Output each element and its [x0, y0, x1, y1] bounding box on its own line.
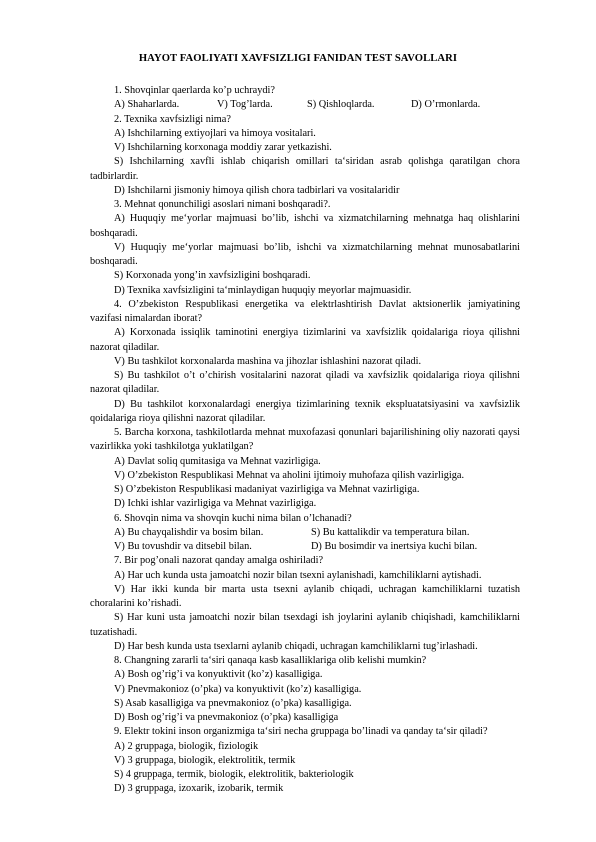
option-s: S) 4 gruppaga, termik, biologik, elektrolitik, bakteriologik: [114, 769, 354, 780]
option-v: V) Bu tashkilot korxonalarda mashina va jihozlar ishlashini nazorat qiladi.: [114, 355, 422, 367]
document-title: HAYOT FAOLIYATI XAVFSIZLIGI FANIDAN TEST SAVOLLARI: [138, 53, 458, 64]
option-a: A) Bosh og’rig’i va konyuktivit (ko’z) kasalligiga.: [114, 669, 323, 681]
question-9: 9. Elektr tokini inson organizmiga ta‘siri necha gruppaga bo’linadi va qanday ta‘sir qiladi?: [114, 726, 488, 738]
option-v: V) Huquqiy me‘yorlar majmuasi bo’lib, ishchi va xizmatchilarning mehnat munosabatlarini boshqaradi.: [90, 241, 520, 267]
question-6-options-row-2: [90, 540, 520, 554]
question-4: 4. O’zbekiston Respublikasi energetika va elektrlashtirish Davlat aktsionerlik jamiyatining vazifasi nimalardan iborat?: [90, 298, 520, 324]
option-v: V) Bu tovushdir va ditsebil bilan.: [114, 541, 252, 552]
option-v: V) Tog’larda.: [217, 99, 273, 111]
option-d: D) Har besh kunda usta tsexlarni aylanib chiqadi, uchragan kamchiliklarni tug’irlashadi.: [114, 640, 478, 652]
option-a: A) 2 gruppaga, biologik, fiziologik: [114, 740, 259, 752]
option-s: S) O’zbekiston Respublikasi madaniyat vazirligiga va Mehnat vazirligiga.: [114, 484, 420, 495]
option-s: S) Qishloqlarda.: [307, 99, 375, 111]
question-8: 8. Changning zararli ta‘siri qanaqa kasb kasalliklariga olib kelishi mumkin?: [114, 655, 427, 666]
option-s: S) Asab kasalligiga va pnevmakonioz (o’pka) kasalligiga.: [114, 697, 352, 709]
question-list: [90, 84, 520, 797]
option-d: D) Ichki ishlar vazirligiga va Mehnat vazirligiga.: [114, 498, 317, 510]
option-a: A) Davlat soliq qumitasiga va Mehnat vazirligiga.: [114, 455, 321, 467]
question-3: 3. Mehnat qonunchiligi asoslari nimani boshqaradi?.: [114, 199, 331, 210]
option-d: D) Bosh og’rig’i va pnevmakonioz (o’pka) kasalligiga: [114, 712, 339, 723]
option-a: A) Huquqiy me‘yorlar majmuasi bo’lib, ishchi va xizmatchilarning mehnatga haq olishlarini boshqaradi.: [90, 213, 520, 239]
question-6: 6. Shovqin nima va shovqin kuchi nima bilan o’lchanadi?: [114, 512, 352, 524]
option-a: A) Korxonada issiqlik taminotini energiya tizimlarini va xavfsizlik qoidalariga rioya qilishni nazorat qiladilar.: [90, 327, 520, 353]
question-1-options: [90, 98, 520, 112]
option-s: S) Korxonada yong’in xavfsizligini boshqaradi.: [114, 270, 311, 282]
option-s: S) Bu kattalikdir va temperatura bilan.: [311, 526, 470, 538]
option-a: A) Har uch kunda usta jamoatchi nozir bilan tsexni aylanishadi, kamchiliklarni aytishadi.: [114, 569, 482, 581]
option-d: D) Bu tashkilot korxonalardagi energiya tizimlarining texnik ekspluatatsiyasini va xavfsizlik qoidalariga rioya qilishni nazorat qiladilar.: [90, 398, 520, 424]
option-s: S) Har kuni usta jamoatchi nozir bilan tsexdagi ish joylarini aylanib chiqishadi, kamchiliklarni tuzatishadi.: [90, 612, 520, 638]
question-7: 7. Bir pog’onali nazorat qanday amalga oshiriladi?: [114, 555, 324, 567]
option-v: V) O’zbekiston Respublikasi Mehnat va aholini ijtimoiy muhofaza qilish vazirligiga.: [114, 469, 465, 481]
question-5: 5. Barcha korxona, tashkilotlarda mehnat muxofazasi qonunlari bajarilishining oliy nazorati qaysi vazirlikka yoki tashkilotga yuklatilgan?: [90, 427, 520, 453]
question-2: 2. Texnika xavfsizligi nima?: [114, 113, 231, 125]
option-d: D) Ishchilarni jismoniy himoya qilish chora tadbirlari va vositalaridir: [114, 184, 400, 196]
question-1: 1. Shovqinlar qaerlarda ko’p uchraydi?: [114, 85, 275, 96]
option-d: D) Bu bosimdir va inertsiya kuchi bilan.: [311, 541, 478, 552]
option-d: D) Texnika xavfsizligini ta‘minlaydigan huquqiy meyorlar majmuasidir.: [114, 284, 412, 296]
question-6-options-row-1: [90, 526, 520, 540]
option-a: A) Shaharlarda.: [114, 99, 180, 111]
option-a: A) Ishchilarning extiyojlari va himoya vositalari.: [114, 127, 316, 139]
option-v: V) 3 gruppaga, biologik, elektrolitik, termik: [114, 754, 296, 766]
option-a: A) Bu chayqalishdir va bosim bilan.: [114, 526, 264, 538]
option-v: V) Ishchilarning korxonaga moddiy zarar yetkazishi.: [114, 142, 332, 153]
option-d: D) 3 gruppaga, izoxarik, izobarik, termik: [114, 783, 284, 795]
option-s: S) Bu tashkilot o’t o’chirish vositalarini nazorat qiladi va xavfsizlik qoidalariga rioya qilishni nazorat qiladilar.: [90, 370, 520, 396]
option-v: V) Har ikki kunda bir marta usta tsexni aylanib chiqadi, uchragan kamchiliklarni tuzatish choralarini ko’rishadi.: [90, 583, 520, 609]
option-s: S) Ishchilarning xavfli ishlab chiqarish omillari ta‘siridan asrab qolishga qaratilgan chora tadbirlardir.: [90, 156, 520, 182]
option-v: V) Pnevmakonioz (o’pka) va konyuktivit (ko’z) kasalligiga.: [114, 683, 362, 695]
option-d: D) O’rmonlarda.: [411, 99, 481, 111]
